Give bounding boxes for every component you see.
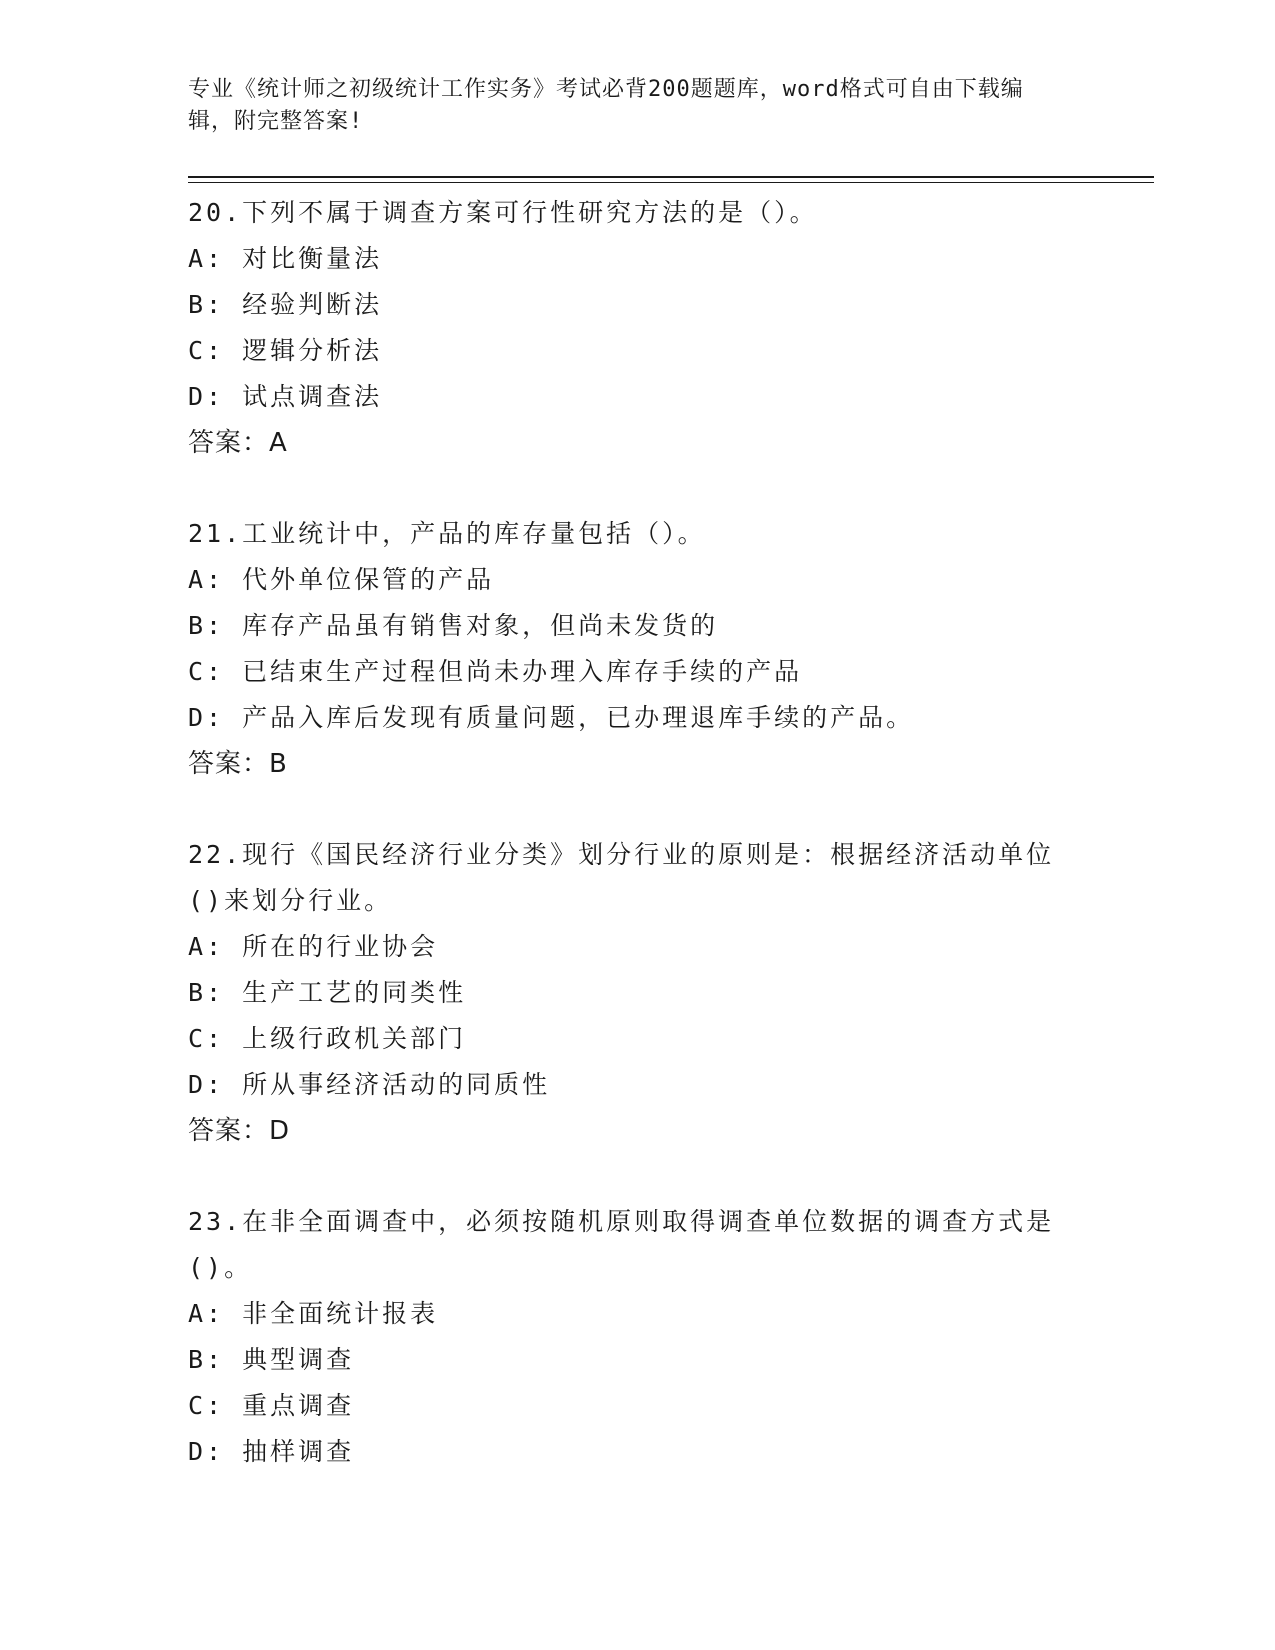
question-stem: 21.工业统计中，产品的库存量包括（）。 (188, 519, 706, 548)
question-stem: 23.在非全面调查中，必须按随机原则取得调查单位数据的调查方式是()。 (188, 1207, 1055, 1282)
option-d: D: 所从事经济活动的同质性 (188, 1070, 551, 1099)
option-c: C: 已结束生产过程但尚未办理入库存手续的产品 (188, 657, 803, 686)
option-a: A: 代外单位保管的产品 (188, 565, 495, 594)
question-23 (188, 1199, 1088, 1475)
option-c: C: 上级行政机关部门 (188, 1024, 467, 1053)
header-divider-thin (188, 182, 1154, 183)
option-b: B: 经验判断法 (188, 290, 383, 319)
question-stem: 22.现行《国民经济行业分类》划分行业的原则是：根据经济活动单位()来划分行业。 (188, 840, 1055, 915)
option-d: D: 试点调查法 (188, 382, 383, 411)
question-20 (188, 190, 1088, 466)
option-b: B: 生产工艺的同类性 (188, 978, 467, 1007)
option-c: C: 重点调查 (188, 1391, 355, 1420)
option-b: B: 库存产品虽有销售对象，但尚未发货的 (188, 611, 719, 640)
question-22 (188, 832, 1088, 1154)
document-header: 专业《统计师之初级统计工作实务》考试必背200题题库，word格式可自由下载编辑，附完整答案! (188, 77, 1024, 134)
question-list (188, 190, 1088, 1520)
question-stem: 20.下列不属于调查方案可行性研究方法的是（）。 (188, 198, 818, 227)
question-21 (188, 511, 1088, 787)
option-d: D: 产品入库后发现有质量问题，已办理退库手续的产品。 (188, 703, 915, 732)
answer-label: 答案：D (188, 1116, 291, 1146)
option-a: A: 所在的行业协会 (188, 932, 439, 961)
option-a: A: 对比衡量法 (188, 244, 383, 273)
option-a: A: 非全面统计报表 (188, 1299, 439, 1328)
answer-label: 答案：B (188, 749, 288, 779)
option-b: B: 典型调查 (188, 1345, 355, 1374)
header-divider-thick (188, 176, 1154, 178)
option-d: D: 抽样调查 (188, 1437, 355, 1466)
answer-label: 答案：A (188, 428, 288, 458)
option-c: C: 逻辑分析法 (188, 336, 383, 365)
